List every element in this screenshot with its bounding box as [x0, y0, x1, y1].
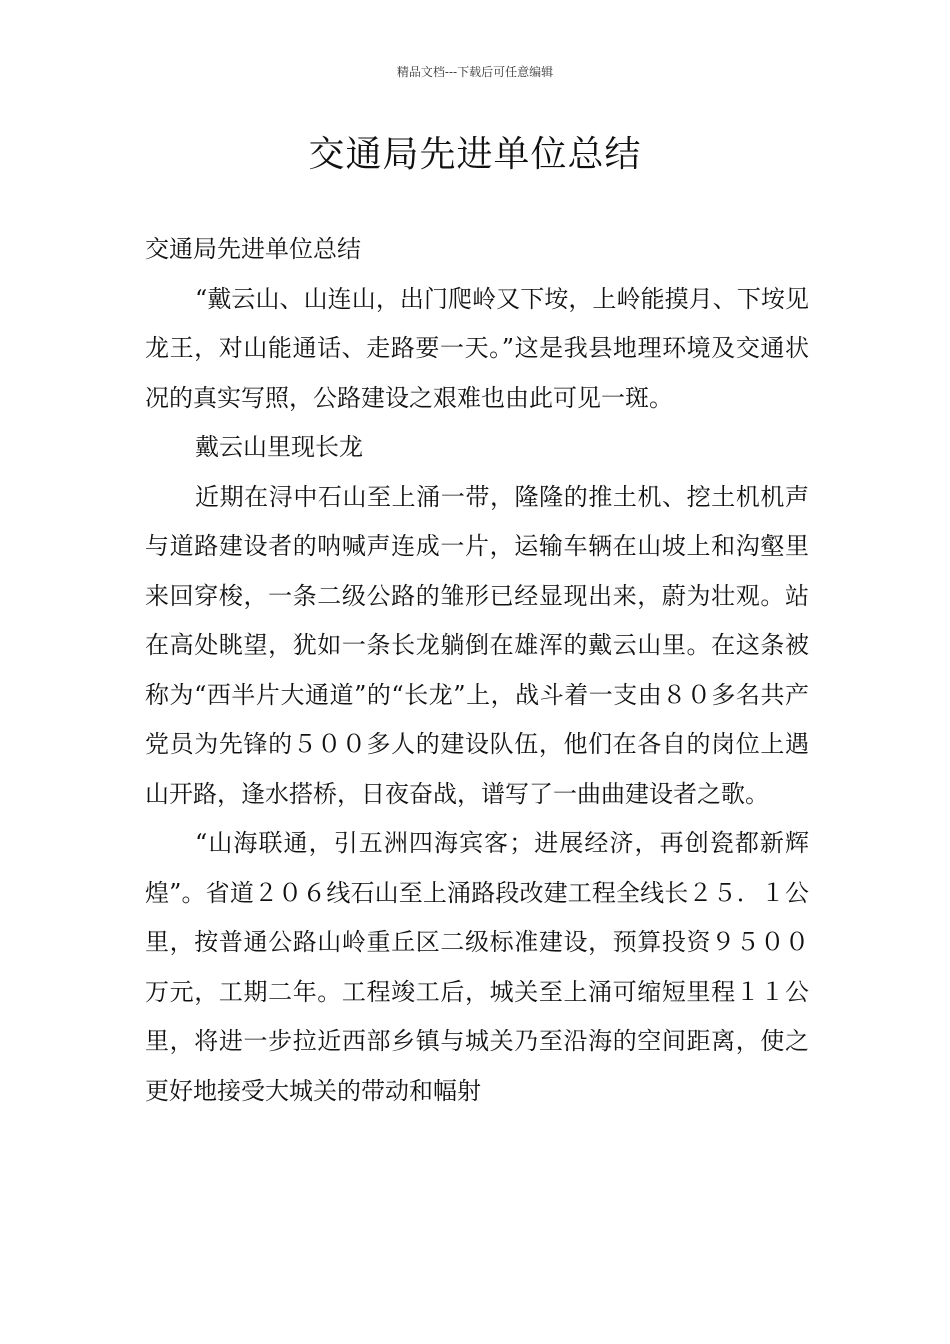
section-heading: 戴云山里现长龙: [195, 433, 363, 461]
paragraph-project: “山海联通，引五洲四海宾客；进展经济，再创瓷都新辉煌”。省道２０６线石山至上涌路段改建工程全线长２５．１公里，按普通公路山岭重丘区二级标准建设，预算投资９５００万元，工期二年。工程竣工后，城关至上涌可缩短里程１１公里，将进一步拉近西部乡镇与城关乃至沿海的空间距离，使之更好地接受大城关的带动和幅射: [145, 829, 809, 1105]
paragraph-subtitle: 交通局先进单位总结: [145, 235, 361, 263]
paragraph-construction: 近期在浔中石山至上涌一带，隆隆的推土机、挖土机机声与道路建设者的呐喊声连成一片，运输车辆在山坡上和沟壑里来回穿梭，一条二级公路的雏形已经显现出来，蔚为壮观。站在高处眺望，犹如一条长龙躺倒在雄浑的戴云山里。在这条被称为“西半片大通道”的“长龙”上，战斗着一支由８０多名共产党员为先锋的５００多人的建设队伍，他们在各自的岗位上遇山开路，逢水搭桥，日夜奋战，谱写了一曲曲建设者之歌。: [145, 482, 809, 808]
paragraph-intro: “戴云山、山连山，出门爬岭又下垵，上岭能摸月、下垵见龙王，对山能通话、走路要一天。”这是我县地理环境及交通状况的真实写照，公路建设之艰难也由此可见一斑。: [145, 284, 809, 412]
document-title: 交通局先进单位总结: [308, 134, 642, 175]
header-note: 精品文档---下载后可任意编辑: [396, 65, 554, 79]
document-body: [145, 225, 809, 1116]
